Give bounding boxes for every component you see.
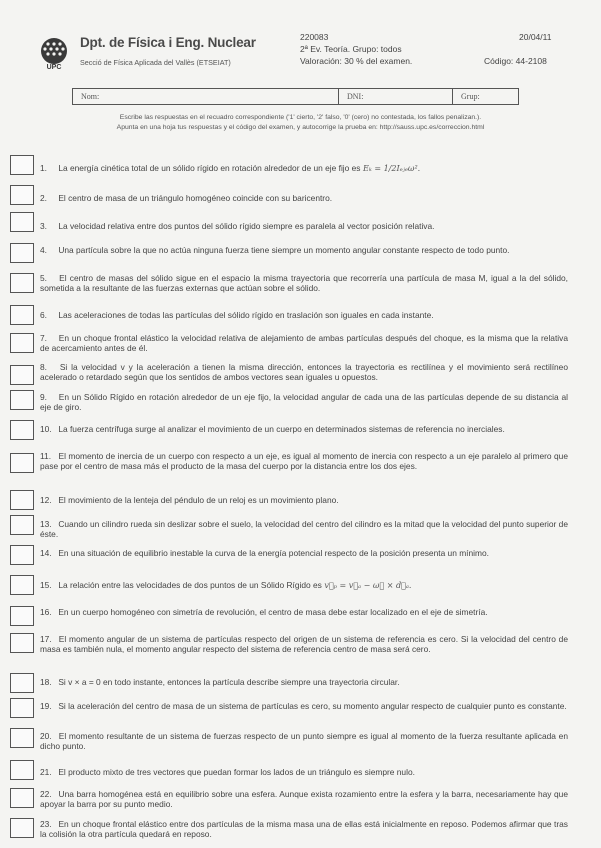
answer-box-18[interactable] [10,673,34,693]
question-12 [40,495,568,505]
question-number: 11. [40,451,52,461]
answer-box-3[interactable] [10,212,34,232]
question-16 [40,607,568,617]
evaluation-info: 2ª Ev. Teoría. Grupo: todos [300,44,402,54]
answer-box-14[interactable] [10,545,34,565]
question-number: 2. [40,193,47,203]
question-text: El momento resultante de un sistema de fuerzas respecto de un punto siempre es igual al momento de la fuerza resultante aplicada en dicho punto. [40,731,568,752]
answer-box-4[interactable] [10,243,34,263]
answer-box-19[interactable] [10,698,34,718]
question-4 [40,245,568,255]
question-1 [40,163,568,174]
answer-box-9[interactable] [10,390,34,410]
question-19 [40,701,568,711]
question-5 [40,273,568,294]
question-number: 17. [40,634,52,644]
question-text: Una barra homogénea está en equilibrio sobre una esfera. Aunque exista rozamiento entre la esfera y la barra, necesariamente hay que apoyar la barra por su punto medio. [40,789,568,810]
question-number: 10. [40,424,52,434]
svg-text:UPC: UPC [46,64,62,70]
question-number: 21. [40,767,52,777]
question-text: En un choque frontal elástico entre dos partículas de la misma masa una de ellas está inicialmente en reposo. Podemos afirmar que tras la colisión la otra partícula quedará en reposo. [40,819,568,840]
answer-box-2[interactable] [10,185,34,205]
question-13 [40,519,568,540]
question-number: 1. [40,163,47,173]
question-formula: Eₖ = 1/2Iₑⱼₑω². [360,164,421,173]
answer-box-23[interactable] [10,818,34,838]
answer-box-22[interactable] [10,788,34,808]
question-text: El momento angular de un sistema de partículas respecto del origen de un sistema de referencia es cero. Si la velocidad del centro de masa es también nula, el momento angular respecto del sistema de referencia centro de masa será cero. [40,634,568,655]
question-10 [40,424,568,434]
answer-box-20[interactable] [10,728,34,748]
question-number: 7. [40,333,47,343]
question-text: El movimiento de la lenteja del péndulo de un reloj es un movimiento plano. [56,495,339,505]
answer-box-5[interactable] [10,273,34,293]
question-text: La relación entre las velocidades de dos puntos de un Sólido Rígido es [56,580,322,590]
department-section: Secció de Física Aplicada del Vallès (ETSEIAT) [80,58,231,67]
question-text: En una situación de equilibrio inestable la curva de la energía potencial respecto de la posición presenta un mínimo. [56,548,489,558]
question-text: Una partícula sobre la que no actúa ninguna fuerza tiene siempre un momento angular constante respecto de todo punto. [56,245,510,255]
question-text: El momento de inercia de un cuerpo con respecto a un eje, es igual al momento de inercia con respecto a un eje paralelo al primero que pase por el centro de masa más el producto de la masa del cuerpo por la distancia entre los dos ejes. [40,451,568,472]
answer-box-11[interactable] [10,453,34,473]
question-21 [40,767,568,777]
valuation-info: Valoración: 30 % del examen. [300,56,413,66]
question-9 [40,392,568,413]
question-number: 12. [40,495,52,505]
question-number: 22. [40,789,52,799]
exam-codigo: Código: 44-2108 [484,56,547,66]
question-text: La energía cinética total de un sólido rígido en rotación alrededor de un eje fijo es [56,163,361,173]
question-number: 4. [40,245,47,255]
question-number: 14. [40,548,52,558]
answer-box-12[interactable] [10,490,34,510]
answer-box-8[interactable] [10,365,34,385]
question-number: 18. [40,677,52,687]
question-text: El centro de masa de un triángulo homogéneo coincide con su baricentro. [56,193,333,203]
question-text: Si la aceleración del centro de masa de un sistema de partículas es cero, su momento angular respecto de cualquier punto es constante. [56,701,567,711]
answer-box-15[interactable] [10,575,34,595]
exam-date: 20/04/11 [519,32,552,42]
question-text: Cuando un cilindro rueda sin deslizar sobre el suelo, la velocidad del centro del cilindro es la mitad que la velocidad del punto superior de éste. [40,519,568,540]
question-number: 16. [40,607,52,617]
question-number: 23. [40,819,52,829]
question-number: 15. [40,580,52,590]
question-number: 3. [40,221,47,231]
question-14 [40,548,568,558]
question-text: En un cuerpo homogéneo con simetría de revolución, el centro de masa debe estar localizado en el eje de simetría. [56,607,488,617]
answer-box-17[interactable] [10,633,34,653]
question-17 [40,634,568,655]
question-20 [40,731,568,752]
question-number: 8. [40,362,47,372]
department-name: Dpt. de Física i Eng. Nuclear [80,35,256,50]
upc-logo [36,36,72,70]
dni-field[interactable]: DNI: [339,89,453,104]
instructions-line-1: Escribe las respuestas en el recuadro correspondiente ('1' cierto, '2' falso, '0' (cero) no contestada, los fallos penalizan.). [119,114,482,121]
question-2 [40,193,568,203]
question-text: La velocidad relativa entre dos puntos del sólido rígido siempre es paralela al vector posición relativa. [56,221,435,231]
answer-box-21[interactable] [10,760,34,780]
student-info-box [72,88,519,105]
answer-box-10[interactable] [10,420,34,440]
question-6 [40,310,568,320]
answer-box-16[interactable] [10,606,34,626]
name-field[interactable]: Nom: [73,89,339,104]
question-8 [40,362,568,383]
answer-box-13[interactable] [10,515,34,535]
question-7 [40,333,568,354]
question-18 [40,677,568,687]
question-text: Si la velocidad v y la aceleración a tienen la misma dirección, entonces la trayectoria es rectilínea y el movimiento será rectilíneo acelerado o retardado según que los sentidos de ambos vectores sean iguales u opuestos. [40,362,568,383]
question-number: 19. [40,701,52,711]
question-22 [40,789,568,810]
instructions-line-2: Apunta en una hoja tus respuestas y el código del examen, y autocorrige la prueba en: http://sauss.upc.es/correccion.html [116,124,485,131]
question-text: Si v × a = 0 en todo instante, entonces la partícula describe siempre una trayectoria circular. [56,677,400,687]
answer-box-1[interactable] [10,155,34,175]
question-text: Las aceleraciones de todas las partículas del sólido rígido en traslación son iguales en cada instante. [56,310,434,320]
question-number: 6. [40,310,47,320]
question-3 [40,221,568,231]
question-text: La fuerza centrífuga surge al analizar el movimiento de un cuerpo en determinados sistemas de referencia no inerciales. [56,424,505,434]
question-text: En un Sólido Rígido en rotación alrededor de un eje fijo, la velocidad angular de cada una de las partículas depende de su distancia al eje de giro. [40,392,568,413]
question-text: El producto mixto de tres vectores que puedan formar los lados de un triángulo es siempre nulo. [56,767,415,777]
question-number: 20. [40,731,52,741]
answer-box-7[interactable] [10,333,34,353]
answer-box-6[interactable] [10,305,34,325]
question-formula: v⃗ₚ = v⃗ₐ − ω⃗ × d⃗ₐ. [321,581,412,590]
group-field[interactable]: Grup: [461,92,480,101]
question-15 [40,580,568,591]
question-text: En un choque frontal elástico la velocidad relativa de alejamiento de ambas partículas después del choque, es la misma que la relativa de acercamiento antes de él. [40,333,568,354]
question-number: 5. [40,273,47,283]
question-text: El centro de masas del sólido sigue en el espacio la misma trayectoria que recorrería una partícula de masa M, igual a la del sólido, sometida a la resultante de las fuerzas externas que actúan sobre el sólido. [40,273,568,294]
question-number: 13. [40,519,52,529]
question-11 [40,451,568,472]
exam-code: 220083 [300,32,329,42]
question-number: 9. [40,392,47,402]
question-23 [40,819,568,840]
